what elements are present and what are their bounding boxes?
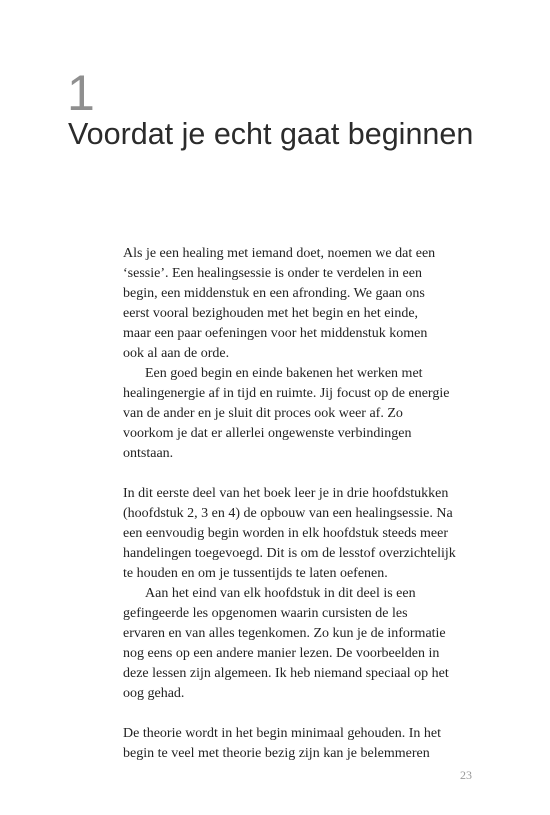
chapter-title: Voordat je echt gaat beginnen (68, 117, 474, 151)
text-line: ervaren en van alles tegenkomen. Zo kun je de informatie (123, 626, 446, 641)
text-line: te houden en om je tussentijds te laten oefenen. (123, 566, 388, 581)
body-text (123, 244, 483, 764)
text-line: gefingeerde les opgenomen waarin cursisten de les (123, 606, 408, 621)
text-line: healingenergie af in tijd en ruimte. Jij focust op de energie (123, 386, 450, 401)
text-line: eerst vooral bezighouden met het begin en het einde, (123, 306, 419, 321)
text-line: handelingen toegevoegd. Dit is om de lesstof overzichtelijk (123, 546, 456, 561)
text-line: maar een paar oefeningen voor het middenstuk komen (123, 326, 428, 341)
text-line: begin te veel met theorie bezig zijn kan je belemmeren (123, 746, 430, 761)
text-line: deze lessen zijn algemeen. Ik heb niemand speciaal op het (123, 666, 449, 681)
page-number: 23 (460, 768, 472, 782)
paragraph-1 (123, 244, 483, 364)
text-line: begin, een middenstuk en een afronding. We gaan ons (123, 286, 425, 301)
text-line: De theorie wordt in het begin minimaal gehouden. In het (123, 726, 442, 741)
text-line: Aan het eind van elk hoofdstuk in dit deel is een (145, 586, 416, 601)
text-line: ook al aan de orde. (123, 346, 230, 361)
text-line: Een goed begin en einde bakenen het werken met (145, 366, 423, 381)
text-line: oog gehad. (123, 686, 185, 701)
text-line: ontstaan. (123, 446, 174, 461)
paragraph-2 (123, 364, 483, 464)
text-line: een eenvoudig begin worden in elk hoofdstuk steeds meer (123, 526, 449, 541)
text-line: In dit eerste deel van het boek leer je in drie hoofdstukken (123, 486, 449, 501)
chapter-number: 1 (67, 65, 95, 121)
text-line: nog eens op een andere manier lezen. De voorbeelden in (123, 646, 440, 661)
text-line: Als je een healing met iemand doet, noemen we dat een (123, 246, 436, 261)
text-line: voorkom je dat er allerlei ongewenste verbindingen (123, 426, 412, 441)
text-line: (hoofdstuk 2, 3 en 4) de opbouw van een healingsessie. Na (123, 506, 453, 521)
paragraph-4 (123, 584, 483, 704)
text-line: ‘sessie’. Een healingsessie is onder te verdelen in een (123, 266, 422, 281)
paragraph-3 (123, 484, 483, 584)
paragraph-5 (123, 724, 483, 764)
text-line: van de ander en je sluit dit proces ook weer af. Zo (123, 406, 403, 421)
